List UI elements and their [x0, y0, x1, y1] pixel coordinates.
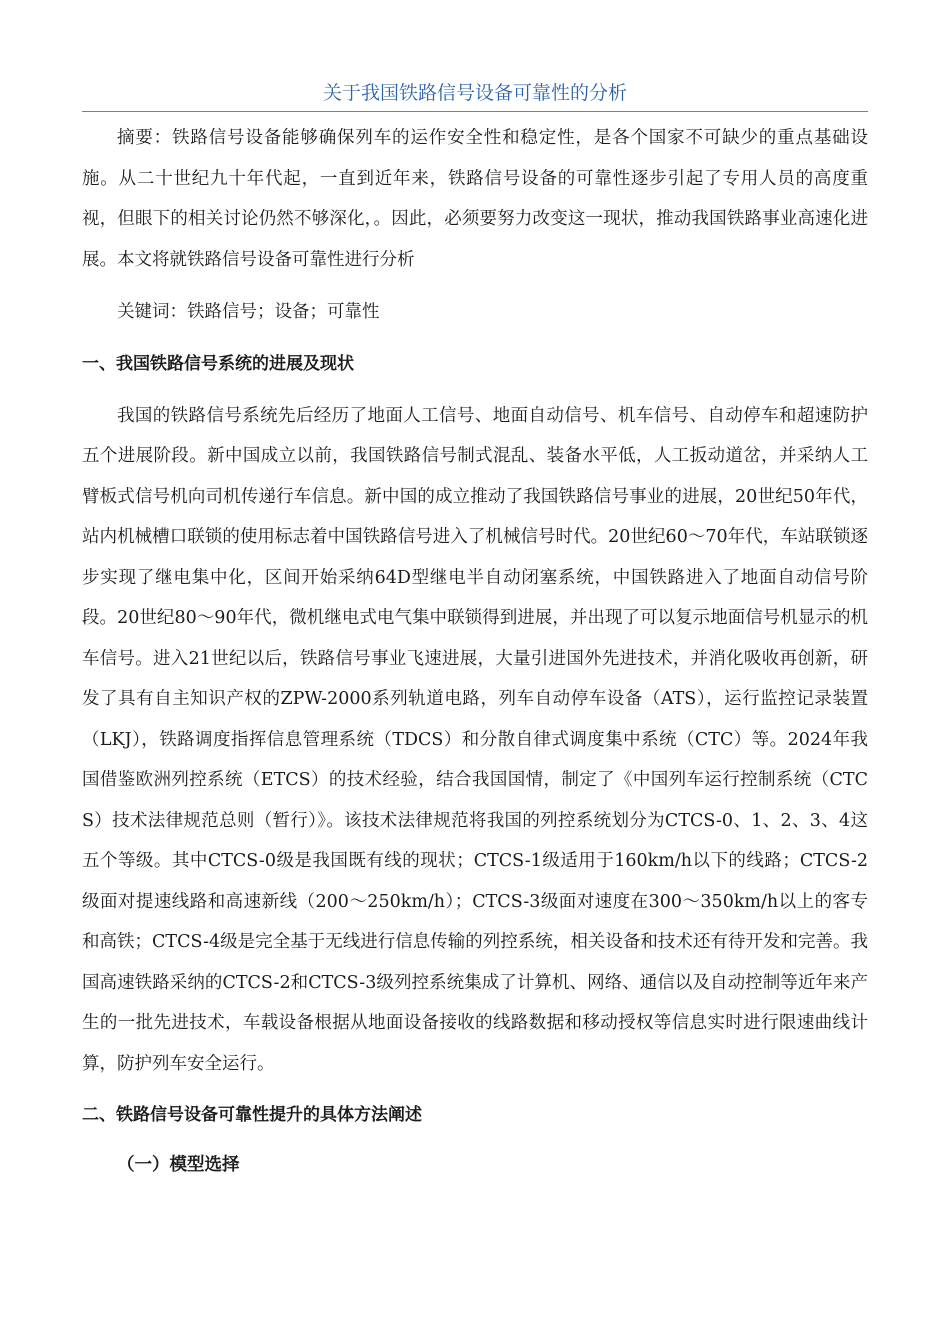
keywords-line: 关键词：铁路信号；设备；可靠性	[117, 302, 380, 322]
section2-heading: 二、铁路信号设备可靠性提升的具体方法阐述	[82, 1105, 422, 1125]
document-title: 关于我国铁路信号设备可靠性的分析	[82, 78, 868, 112]
section1-heading: 一、我国铁路信号系统的进展及现状	[82, 353, 354, 374]
document-page	[82, 78, 868, 1180]
section1-body: 我国的铁路信号系统先后经历了地面人工信号、地面自动信号、机车信号、自动停车和超速防护五个进展阶段。新中国成立以前，我国铁路信号制式混乱、装备水平低，人工扳动道岔，并采纳人工臂板式信号机向司机传递行车信息。新中国的成立推动了我国铁路信号事业的进展，20世纪50年代，站内机械槽口联锁的使用标志着中国铁路信号进入了机械信号时代。20世纪60～70年代，车站联锁逐步实现了继电集中化，区间开始采纳64D型继电半自动闭塞系统，中国铁路进入了地面自动信号阶段。20世纪80～90年代，微机继电式电气集中联锁得到进展，并出现了可以复示地面信号机显示的机车信号。进入21世纪以后，铁路信号事业飞速进展，大量引进国外先进技术，并消化吸收再创新，研发了具有自主知识产权的ZPW-2000系列轨道电路，列车自动停车设备（ATS），运行监控记录装置（LKJ），铁路调度指挥信息管理系统（TDCS）和分散自律式调度集中系统（CTC）等。2024年我国借鉴欧洲列控系统（ETCS）的技术经验，结合我国国情，制定了《中国列车运行控制系统（CTCS）技术法律规范总则（暂行）》。该技术法律规范将我国的列控系统划分为CTCS-0、1、2、3、4这五个等级。其中CTCS-0级是我国既有线的现状；CTCS-1级适用于160km/h以下的线路；CTCS-2级面对提速线路和高速新线（200～250km/h）；CTCS-3级面对速度在300～350km/h以上的客专和高铁；CTCS-4级是完全基于无线进行信息传输的列控系统，相关设备和技术还有待开发和完善。我国高速铁路采纳的CTCS-2和CTCS-3级列控系统集成了计算机、网络、通信以及自动控制等近年来产生的一批先进技术，车载设备根据从地面设备接收的线路数据和移动授权等信息实时进行限速曲线计算，防护列车安全运行。	[82, 405, 868, 1074]
section2-subheading: （一）模型选择	[117, 1155, 240, 1175]
abstract-paragraph: 摘要：铁路信号设备能够确保列车的运作安全性和稳定性，是各个国家不可缺少的重点基础设施。从二十世纪九十年代起，一直到近年来，铁路信号设备的可靠性逐步引起了专用人员的高度重视，但眼下的相关讨论仍然不够深化，。因此，必须要努力改变这一现状，推动我国铁路事业高速化进展。本文将就铁路信号设备可靠性进行分析	[82, 128, 868, 270]
